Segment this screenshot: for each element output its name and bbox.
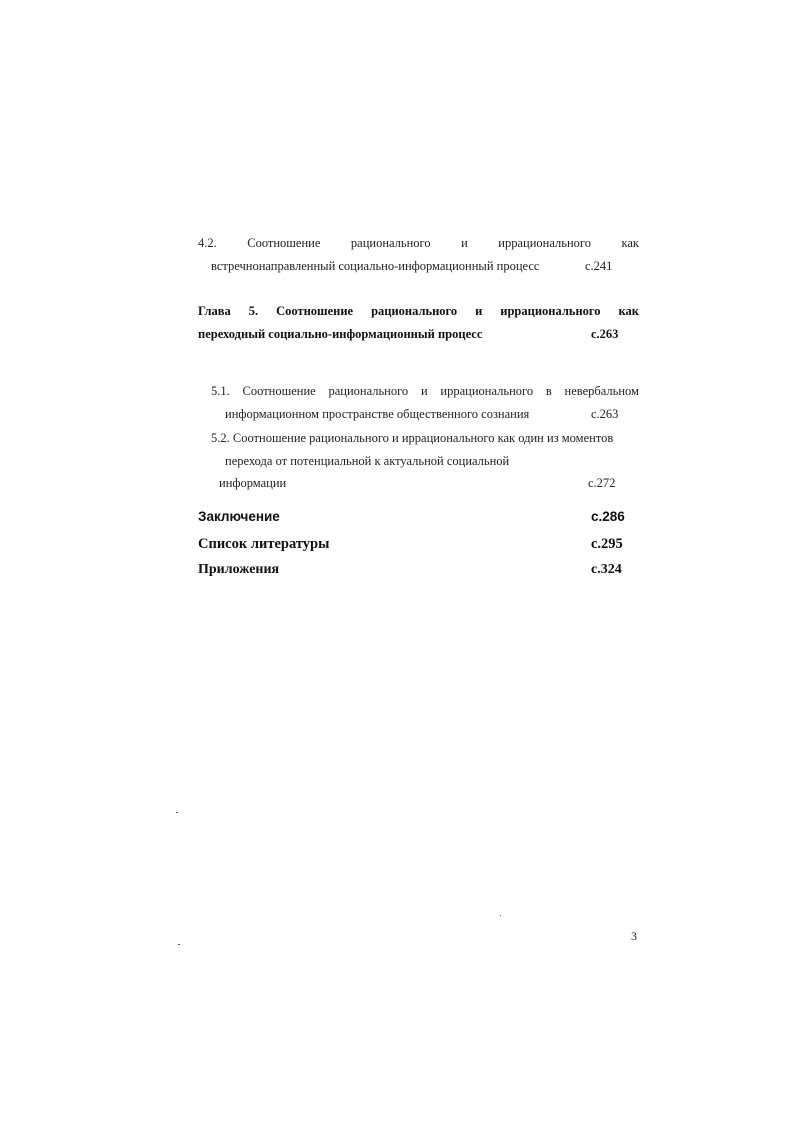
toc-word: Соотношение xyxy=(242,384,316,398)
toc-word: как xyxy=(618,304,639,318)
toc-appendices-page: с.324 xyxy=(591,562,622,577)
toc-word: рационального xyxy=(371,304,458,318)
toc-word: и xyxy=(475,304,483,318)
toc-entry-5-2-line-3: информации xyxy=(219,476,287,490)
toc-entry-5-1-line-1 xyxy=(211,383,639,399)
toc-bibliography-label: Список литературы xyxy=(198,536,330,552)
toc-chapter-5-page: с.263 xyxy=(591,327,619,341)
toc-word: Соотношение xyxy=(247,236,321,250)
toc-entry-5-2-line-1: 5.2. Соотношение рационального и иррационального как один из моментов xyxy=(211,431,614,445)
scan-speck xyxy=(500,915,501,916)
toc-entry-4-2-page: с.241 xyxy=(585,259,613,273)
toc-word: и xyxy=(461,236,468,250)
toc-word: и xyxy=(420,384,428,398)
toc-word: Соотношение xyxy=(276,304,354,318)
scan-speck xyxy=(176,812,178,813)
toc-entry-5-1-page: с.263 xyxy=(591,407,619,421)
toc-entry-5-2-line-2: перехода от потенциальной к актуальной социальной xyxy=(225,454,510,468)
toc-word: Глава xyxy=(198,304,231,318)
toc-entry-4-2-line-2: встречнонаправленный социально-информационный процесс xyxy=(211,259,540,273)
toc-word: невербальном xyxy=(564,384,639,398)
toc-word: рационального xyxy=(328,384,409,398)
toc-appendices-label: Приложения xyxy=(198,562,280,577)
toc-word: рационального xyxy=(350,236,431,250)
toc-word: иррационального xyxy=(440,384,534,398)
toc-entry-5-2-page: с.272 xyxy=(588,476,616,490)
toc-word: как xyxy=(621,236,639,250)
toc-word: 4.2. xyxy=(198,236,217,250)
toc-word: 5. xyxy=(248,304,259,318)
toc-chapter-5-line-1 xyxy=(198,303,639,319)
toc-bibliography-page: с.295 xyxy=(591,536,623,552)
toc-word: в xyxy=(545,384,552,398)
toc-conclusion-page: с.286 xyxy=(591,509,625,524)
scan-speck xyxy=(178,944,180,945)
toc-entry-4-2-line-1 xyxy=(198,235,639,251)
toc-conclusion-label: Заключение xyxy=(198,509,280,524)
toc-entry-5-1-line-2: информационном пространстве общественного сознания xyxy=(225,407,530,421)
toc-word: 5.1. xyxy=(211,384,230,398)
page-number: 3 xyxy=(631,929,637,943)
toc-chapter-5-line-2: переходный социально-информационный процесс xyxy=(198,327,483,341)
toc-word: иррационального xyxy=(500,304,601,318)
toc-word: иррационального xyxy=(498,236,591,250)
